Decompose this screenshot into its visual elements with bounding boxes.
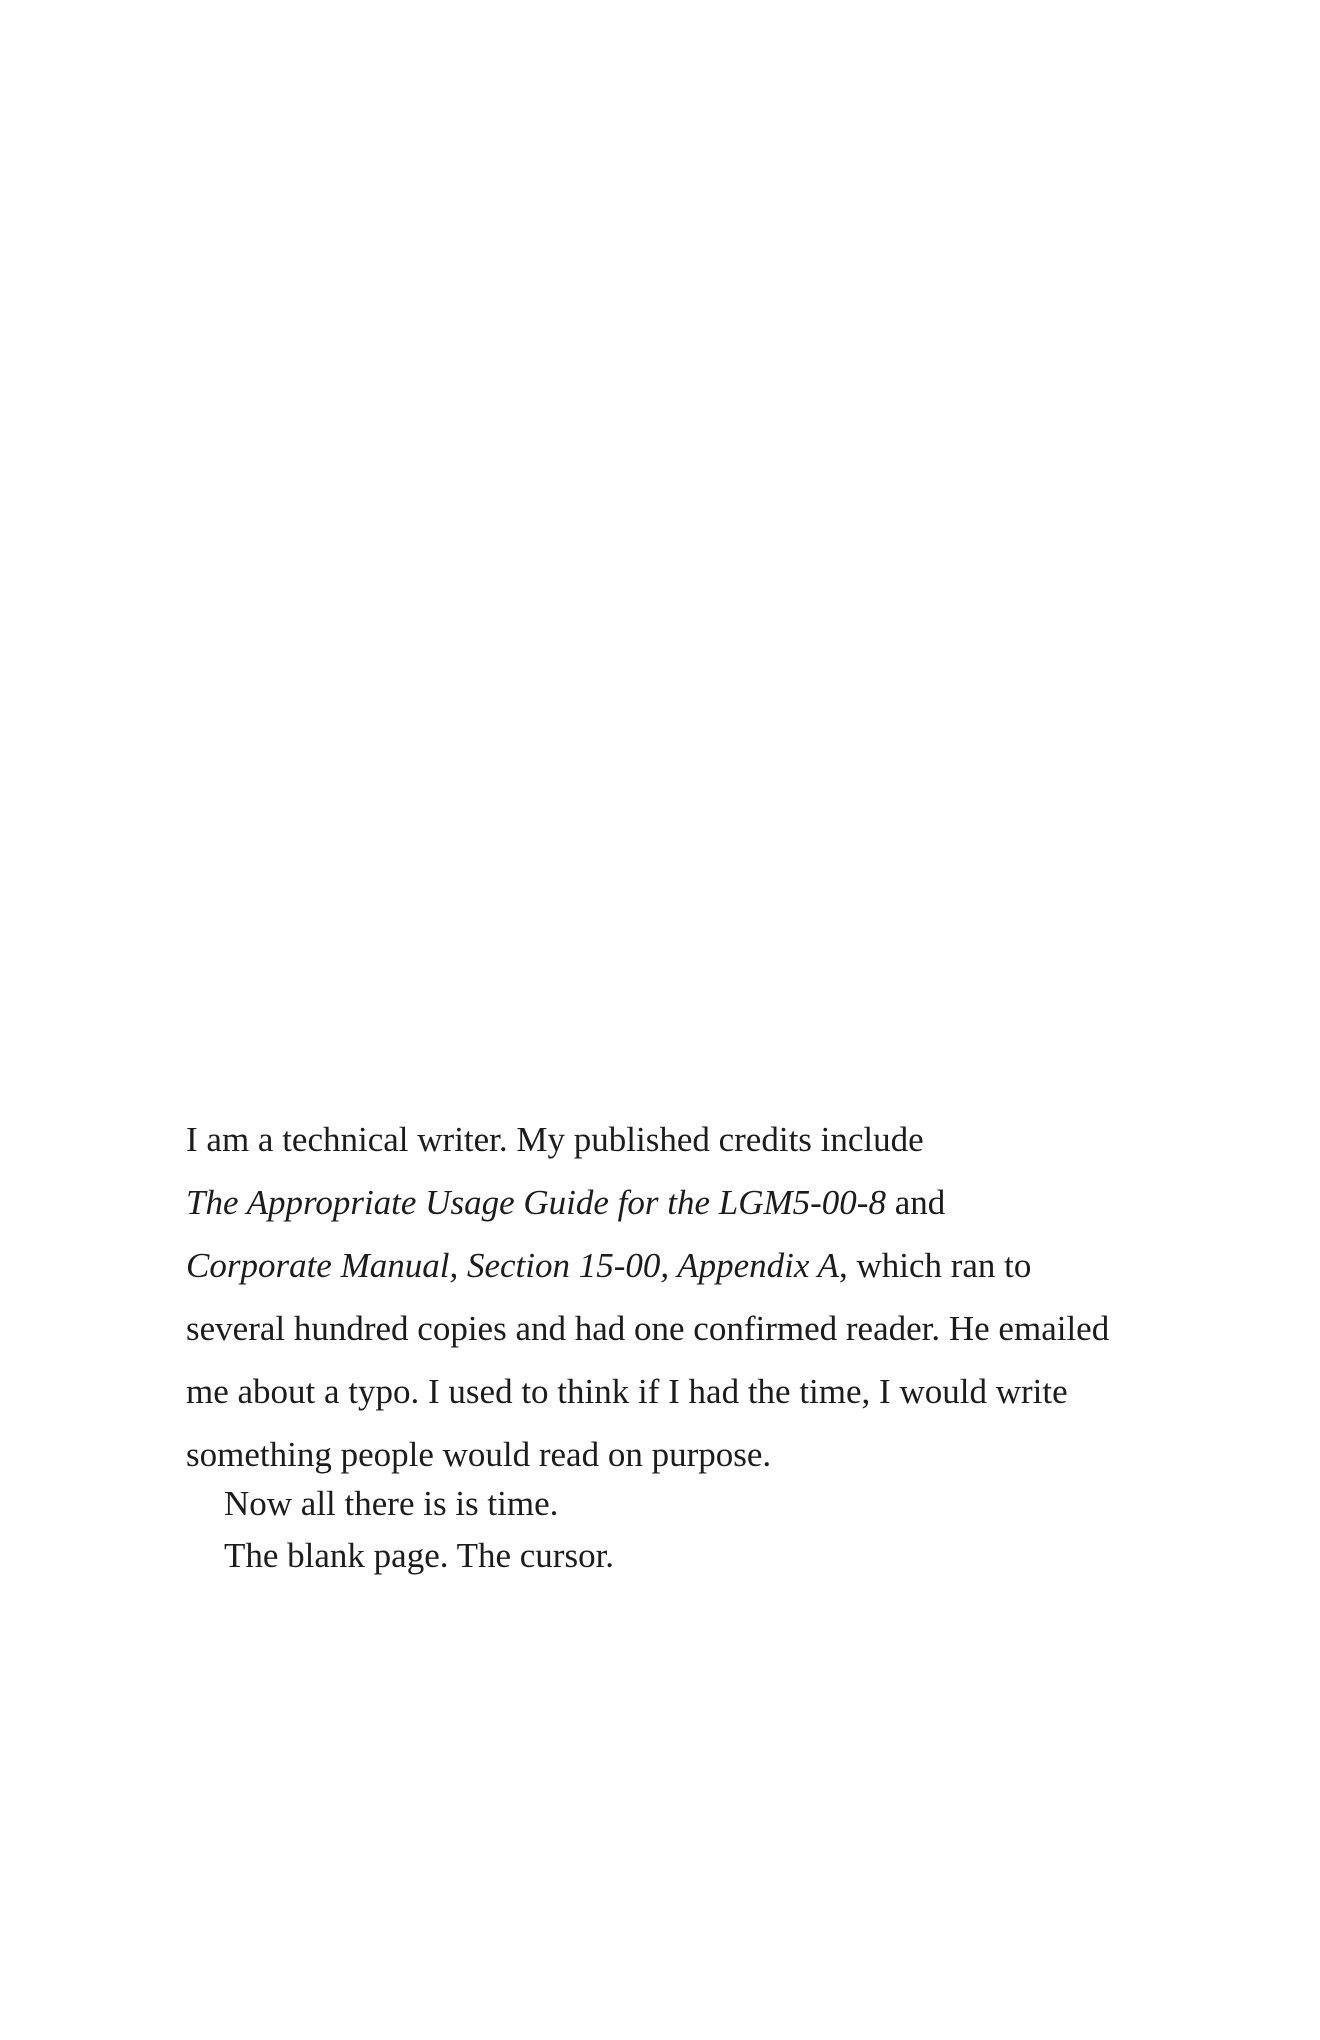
paragraph-1-line-5: me about a typo. I used to think if I had the time, I would write [186, 1372, 1068, 1411]
paragraph-2: Now all there is is time. [224, 1484, 559, 1523]
italic-title-usage-guide: The Appropriate Usage Guide for the LGM5-00-8 [186, 1183, 886, 1222]
paragraph-1-line-4: several hundred copies and had one confirmed reader. He emailed [186, 1309, 1110, 1348]
line-2-tail: and [885, 1183, 946, 1222]
paragraph-1-line-1: I am a technical writer. My published credits include [186, 1120, 924, 1159]
paragraph-1-line-6: something people would read on purpose. [186, 1435, 772, 1474]
italic-title-corporate-manual: Corporate Manual, Section 15-00, Appendix A [186, 1246, 839, 1285]
paragraph-1-line-2 [186, 1171, 1146, 1234]
paragraph-1-line-3 [186, 1234, 1146, 1297]
line-3-tail: , which ran to [838, 1246, 1032, 1285]
body-text [186, 1108, 1146, 1582]
paragraph-3: The blank page. The cursor. [224, 1536, 615, 1575]
